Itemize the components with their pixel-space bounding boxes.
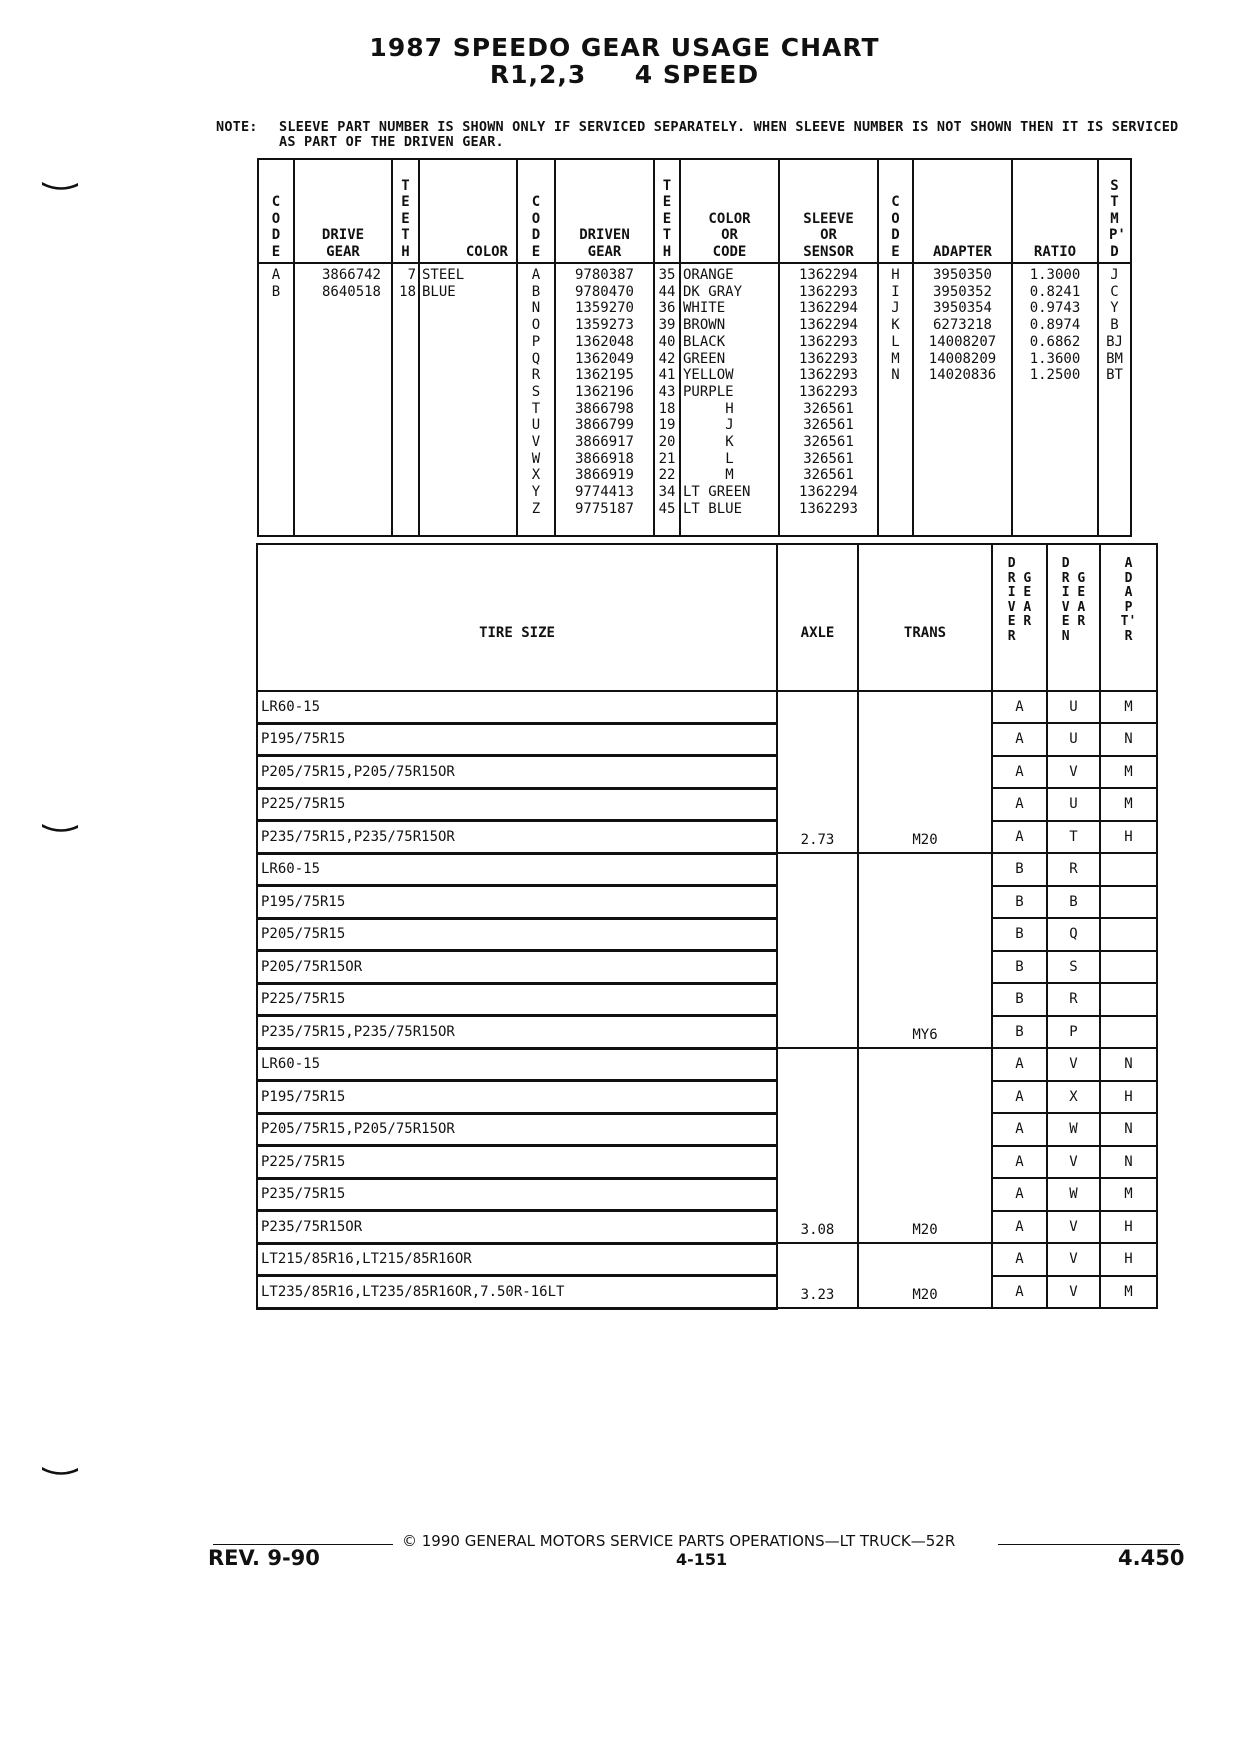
header-code-adapter: C O D E (878, 159, 913, 263)
tire-size-cell: LR60-15 (257, 691, 777, 723)
cell-code: Y (531, 484, 541, 501)
tire-size-cell: P225/75R15 (257, 983, 777, 1016)
cell-gear: 1362196 (574, 383, 634, 400)
driven-gear-cell: V (1047, 1048, 1100, 1081)
tire-size-cell: LT235/85R16,LT235/85R16OR,7.50R-16LT (257, 1276, 777, 1309)
cell-ratio: 0.6862 (1029, 333, 1081, 350)
cell-sleeve: 326561 (803, 400, 854, 417)
cell-teeth: 18 (658, 400, 676, 417)
cell-gear: 3866742 (321, 267, 381, 283)
driven-teeth-column (654, 263, 680, 536)
tire-size-cell: P225/75R15 (257, 1146, 777, 1179)
tire-size-cell: P205/75R15,P205/75R15OR (257, 756, 777, 789)
cell-teeth: 41 (658, 367, 676, 384)
driver-gear-cell: B (992, 918, 1047, 951)
cell-sleeve: 1362293 (798, 383, 858, 400)
footer-page: 4-151 (676, 1550, 728, 1569)
drive-code-column (258, 263, 294, 536)
binder-hole-mark (42, 822, 78, 833)
trans-cell: MY6 (858, 853, 992, 1048)
driven-code-column (517, 263, 555, 536)
cell-adapter: 3950352 (932, 283, 992, 300)
adapter-cell: H (1100, 1211, 1157, 1244)
tire-size-cell: P195/75R15 (257, 886, 777, 919)
driven-gear-cell: U (1047, 691, 1100, 723)
adapter-cell (1100, 1016, 1157, 1049)
driven-gear-cell: W (1047, 1113, 1100, 1146)
cell-color: LT GREEN (683, 484, 751, 501)
header-driven-gear: D R G I E V A E R N (1047, 544, 1100, 691)
driven-gear-cell: V (1047, 1276, 1100, 1309)
adapter-cell (1100, 853, 1157, 886)
adapter-cell: N (1100, 1113, 1157, 1146)
cell-sleeve: 1362293 (798, 283, 858, 300)
cell-teeth: 36 (658, 300, 676, 317)
trans-cell: M20 (858, 691, 992, 853)
driven-gear-cell: W (1047, 1178, 1100, 1211)
cell-code: H (891, 267, 900, 283)
adapter-cell: N (1100, 723, 1157, 756)
tire-size-cell: P235/75R15,P235/75R15OR (257, 1016, 777, 1049)
cell-color: STEEL (422, 267, 465, 283)
sleeve-column (779, 263, 878, 536)
cell-code: U (531, 417, 541, 434)
title-line-2: R1,2,3 4 SPEED (489, 60, 760, 89)
ratio-column (1012, 263, 1098, 536)
adapter-cell: N (1100, 1048, 1157, 1081)
page-title (0, 34, 1249, 88)
cell-code: I (891, 283, 900, 300)
cell-sleeve: 1362294 (798, 300, 858, 317)
header-stmpd: S T M P' D (1098, 159, 1131, 263)
usage-table (256, 543, 1158, 1310)
header-teeth-drive: T E E T H (392, 159, 419, 263)
driver-gear-cell: B (992, 983, 1047, 1016)
driver-gear-cell: B (992, 1016, 1047, 1049)
driven-gear-cell: V (1047, 1243, 1100, 1276)
cell-color: BLUE (422, 283, 456, 300)
cell-color: BROWN (683, 317, 726, 334)
tire-size-cell: P225/75R15 (257, 788, 777, 821)
cell-sleeve: 326561 (803, 467, 854, 484)
table-row (257, 691, 1157, 723)
cell-code: S (531, 383, 541, 400)
cell-gear: 3866918 (574, 450, 634, 467)
binder-hole-mark (42, 180, 78, 191)
driven-gear-cell: P (1047, 1016, 1100, 1049)
cell-color: GREEN (683, 350, 726, 367)
cell-gear: 1362195 (574, 367, 634, 384)
drive-teeth-column (392, 263, 419, 536)
header-teeth-driven: T E E T H (654, 159, 680, 263)
driven-gear-cell: B (1047, 886, 1100, 919)
driven-gear-cell: S (1047, 951, 1100, 984)
table-row (257, 1081, 1157, 1114)
table-row (257, 983, 1157, 1016)
driver-gear-cell: B (992, 951, 1047, 984)
cell-code: Q (531, 350, 541, 367)
table-row (257, 886, 1157, 919)
cell-code: B (271, 283, 281, 300)
driven-gear-cell: U (1047, 723, 1100, 756)
cell-sleeve: 326561 (803, 450, 854, 467)
adapter-cell: N (1100, 1146, 1157, 1179)
table-row (257, 1178, 1157, 1211)
tire-size-cell: P205/75R15 (257, 918, 777, 951)
cell-code: Z (531, 500, 541, 517)
cell-color: K (725, 434, 734, 451)
cell-gear: 3866799 (574, 417, 634, 434)
footer-rev: REV. 9-90 (208, 1546, 320, 1570)
axle-cell: 3.23 (777, 1243, 858, 1308)
adapter-cell: M (1100, 756, 1157, 789)
cell-teeth: 39 (658, 317, 676, 334)
cell-color: PURPLE (683, 383, 734, 400)
cell-color: BLACK (683, 333, 726, 350)
driver-gear-cell: A (992, 691, 1047, 723)
driver-gear-cell: A (992, 1243, 1047, 1276)
adapter-cell (1100, 951, 1157, 984)
driven-color-column (680, 263, 779, 536)
cell-ratio: 1.3600 (1029, 350, 1081, 367)
cell-code: W (531, 450, 541, 467)
adapter-cell: H (1100, 1081, 1157, 1114)
cell-teeth: 19 (658, 417, 676, 434)
header-code-driven: C O D E (517, 159, 555, 263)
binder-hole-mark (42, 1465, 78, 1476)
cell-stmpd: B (1110, 317, 1119, 334)
table-row (257, 723, 1157, 756)
cell-code: M (891, 350, 900, 367)
cell-sleeve: 326561 (803, 417, 854, 434)
cell-ratio: 1.2500 (1029, 367, 1081, 384)
driven-gear-cell: R (1047, 983, 1100, 1016)
driver-gear-cell: A (992, 821, 1047, 854)
table-row (257, 1276, 1157, 1309)
note-label: NOTE: (216, 119, 258, 135)
cell-sleeve: 1362294 (798, 267, 858, 283)
header-ratio: RATIO (1012, 159, 1098, 263)
driver-gear-cell: A (992, 1081, 1047, 1114)
tire-size-cell: LR60-15 (257, 1048, 777, 1081)
gear-table (257, 158, 1132, 537)
cell-gear: 3866917 (574, 434, 634, 451)
cell-color: WHITE (683, 300, 726, 317)
table-row (257, 1211, 1157, 1244)
axle-cell: 3.08 (777, 1048, 858, 1243)
cell-color: L (725, 450, 734, 467)
table-row (257, 821, 1157, 854)
adapter-cell (1100, 983, 1157, 1016)
cell-adapter: 3950350 (932, 267, 992, 283)
driver-gear-cell: A (992, 1178, 1047, 1211)
cell-code: O (531, 317, 541, 334)
axle-cell: 2.73 (777, 691, 858, 853)
cell-gear: 1359270 (574, 300, 634, 317)
cell-code: K (891, 317, 900, 334)
cell-teeth: 43 (658, 383, 676, 400)
tire-size-cell: LT215/85R16,LT215/85R16OR (257, 1243, 777, 1276)
cell-teeth: 21 (658, 450, 676, 467)
cell-teeth: 7 (407, 267, 416, 283)
cell-stmpd: J (1110, 267, 1119, 283)
driven-gear-cell: R (1047, 853, 1100, 886)
footer-copyright: © 1990 GENERAL MOTORS SERVICE PARTS OPERATIONS—LT TRUCK—52R (402, 1532, 956, 1550)
table-row (257, 951, 1157, 984)
cell-stmpd: BT (1106, 367, 1123, 384)
table-row (257, 788, 1157, 821)
driven-gear-cell: X (1047, 1081, 1100, 1114)
driver-gear-cell: A (992, 1048, 1047, 1081)
cell-teeth: 44 (658, 283, 676, 300)
cell-stmpd: BJ (1106, 333, 1123, 350)
cell-code: T (531, 400, 541, 417)
cell-teeth: 42 (658, 350, 676, 367)
cell-code: R (531, 367, 541, 384)
cell-teeth: 35 (658, 267, 676, 283)
cell-gear: 1362049 (574, 350, 634, 367)
cell-gear: 9780470 (574, 283, 634, 300)
footer-rule-right (998, 1544, 1180, 1545)
cell-color: H (725, 400, 734, 417)
cell-code: A (271, 267, 281, 283)
table-row (257, 918, 1157, 951)
tire-size-cell: P235/75R15 (257, 1178, 777, 1211)
driven-gear-column (555, 263, 654, 536)
cell-sleeve: 1362294 (798, 317, 858, 334)
tire-size-cell: P205/75R15OR (257, 951, 777, 984)
adapter-cell (1100, 918, 1157, 951)
cell-ratio: 0.8974 (1029, 317, 1081, 334)
cell-teeth: 34 (658, 484, 676, 501)
header-driven-gear: DRIVEN GEAR (555, 159, 654, 263)
tire-size-cell: P195/75R15 (257, 723, 777, 756)
trans-cell: M20 (858, 1048, 992, 1243)
adapter-cell: H (1100, 821, 1157, 854)
cell-sleeve: 1362294 (798, 484, 858, 501)
cell-sleeve: 1362293 (798, 333, 858, 350)
cell-adapter: 14020836 (928, 367, 997, 384)
cell-code: P (531, 333, 541, 350)
header-axle: AXLE (777, 544, 858, 691)
cell-gear: 9774413 (574, 484, 634, 501)
tire-size-cell: P205/75R15,P205/75R15OR (257, 1113, 777, 1146)
driven-gear-cell: Q (1047, 918, 1100, 951)
cell-code: N (891, 367, 900, 384)
driven-gear-cell: U (1047, 788, 1100, 821)
adapter-cell: M (1100, 1276, 1157, 1309)
cell-teeth: 40 (658, 333, 676, 350)
tire-size-cell: P195/75R15 (257, 1081, 777, 1114)
cell-code: L (891, 333, 900, 350)
table-row (257, 1113, 1157, 1146)
cell-code: A (531, 267, 541, 283)
header-sleeve-or-sensor: SLEEVE OR SENSOR (779, 159, 878, 263)
cell-color: LT BLUE (683, 500, 743, 517)
driven-gear-cell: T (1047, 821, 1100, 854)
cell-code: N (531, 300, 541, 317)
cell-stmpd: C (1110, 283, 1119, 300)
cell-sleeve: 326561 (803, 434, 854, 451)
cell-color: J (725, 417, 734, 434)
header-tire-size: TIRE SIZE (257, 544, 777, 691)
axle-cell (777, 853, 858, 1048)
header-driver-gear: D R G I E V A E R R (992, 544, 1047, 691)
trans-cell: M20 (858, 1243, 992, 1308)
table-row (257, 1146, 1157, 1179)
footer-rule-left (213, 1544, 393, 1545)
driver-gear-cell: A (992, 1211, 1047, 1244)
cell-adapter: 3950354 (932, 300, 992, 317)
tire-size-cell: P235/75R15,P235/75R15OR (257, 821, 777, 854)
driver-gear-cell: B (992, 886, 1047, 919)
drive-gear-column (294, 263, 392, 536)
table-row (257, 1016, 1157, 1049)
cell-gear: 3866798 (574, 400, 634, 417)
title-line-1: 1987 SPEEDO GEAR USAGE CHART (369, 33, 880, 62)
table-row (257, 1243, 1157, 1276)
cell-code: V (531, 434, 541, 451)
tire-size-cell: P235/75R15OR (257, 1211, 777, 1244)
table-row (257, 1048, 1157, 1081)
cell-adapter: 6273218 (932, 317, 992, 334)
cell-teeth: 20 (658, 434, 676, 451)
cell-color: DK GRAY (683, 283, 743, 300)
adapter-cell: M (1100, 788, 1157, 821)
cell-ratio: 1.3000 (1029, 267, 1081, 283)
header-code-drive: C O D E (258, 159, 294, 263)
cell-code: J (891, 300, 900, 317)
adapter-cell: M (1100, 691, 1157, 723)
driver-gear-cell: A (992, 1146, 1047, 1179)
cell-color: M (725, 467, 734, 484)
cell-teeth: 45 (658, 500, 676, 517)
tire-size-cell: LR60-15 (257, 853, 777, 886)
table-row (257, 756, 1157, 789)
cell-teeth: 18 (399, 283, 416, 300)
header-adapter: ADAPTER (913, 159, 1012, 263)
header-trans: TRANS (858, 544, 992, 691)
adapter-cell (1100, 886, 1157, 919)
cell-gear: 1362048 (574, 333, 634, 350)
cell-ratio: 0.9743 (1029, 300, 1081, 317)
adapter-cell: M (1100, 1178, 1157, 1211)
cell-stmpd: Y (1110, 300, 1119, 317)
driven-gear-cell: V (1047, 756, 1100, 789)
cell-color: YELLOW (683, 367, 734, 384)
cell-color: ORANGE (683, 267, 734, 283)
header-adaptr: A D A P T' R (1100, 544, 1157, 691)
cell-sleeve: 1362293 (798, 350, 858, 367)
footer-section: 4.450 (1118, 1546, 1185, 1570)
driver-gear-cell: B (992, 853, 1047, 886)
cell-gear: 3866919 (574, 467, 634, 484)
cell-sleeve: 1362293 (798, 500, 858, 517)
header-color-or-code: COLOR OR CODE (680, 159, 779, 263)
cell-code: B (531, 283, 541, 300)
adapter-code-column (878, 263, 913, 536)
cell-adapter: 14008207 (928, 333, 997, 350)
driver-gear-cell: A (992, 788, 1047, 821)
driver-gear-cell: A (992, 1276, 1047, 1309)
cell-adapter: 14008209 (928, 350, 997, 367)
cell-ratio: 0.8241 (1029, 283, 1081, 300)
cell-teeth: 22 (658, 467, 676, 484)
cell-gear: 8640518 (321, 283, 381, 300)
driver-gear-cell: A (992, 723, 1047, 756)
header-drive-gear: DRIVE GEAR (294, 159, 392, 263)
cell-code: X (531, 467, 541, 484)
cell-gear: 9775187 (574, 500, 634, 517)
cell-stmpd: BM (1106, 350, 1123, 367)
table-row (257, 853, 1157, 886)
adapter-column (913, 263, 1012, 536)
drive-color-column (419, 263, 517, 536)
driven-gear-cell: V (1047, 1146, 1100, 1179)
cell-gear: 9780387 (574, 267, 634, 283)
driver-gear-cell: A (992, 1113, 1047, 1146)
stmpd-column (1098, 263, 1131, 536)
cell-gear: 1359273 (574, 317, 634, 334)
adapter-cell: H (1100, 1243, 1157, 1276)
driven-gear-cell: V (1047, 1211, 1100, 1244)
note-text: SLEEVE PART NUMBER IS SHOWN ONLY IF SERVICED SEPARATELY. WHEN SLEEVE NUMBER IS NOT SHOWN THEN IT IS SERVICED AS PART OF THE DRIVEN GEAR. (279, 119, 1179, 150)
header-color: COLOR (419, 159, 517, 263)
cell-sleeve: 1362293 (798, 367, 858, 384)
driver-gear-cell: A (992, 756, 1047, 789)
